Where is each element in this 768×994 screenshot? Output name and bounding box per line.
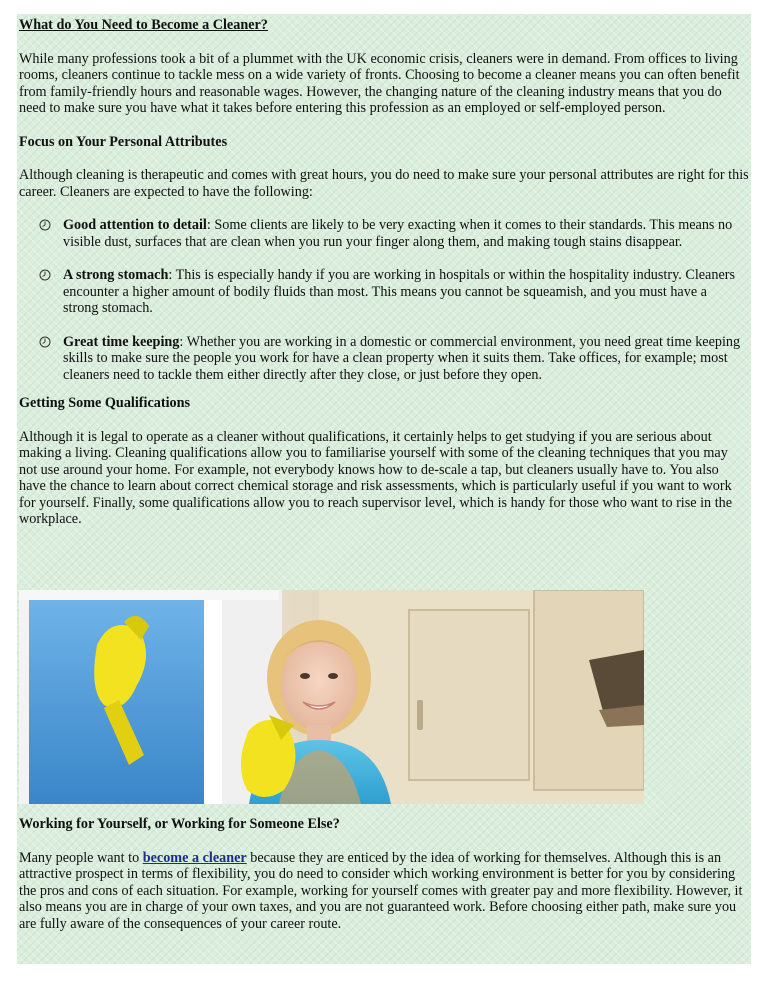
become-a-cleaner-link[interactable]: become a cleaner	[142, 849, 247, 866]
list-item-term: Good attention to detail	[63, 217, 207, 233]
list-item-text: : This is especially handy if you are working in hospitals or within the hospitality industry. Cleaners encounter a higher amount of bodily fluids than most. This means you cannot be squeamish, and you must have a strong stomach.	[63, 267, 735, 316]
working-paragraph	[19, 850, 749, 933]
section-heading-attributes: Focus on Your Personal Attributes	[19, 133, 228, 150]
list-item	[63, 267, 749, 317]
list-item-term: Great time keeping	[63, 333, 180, 350]
clock-icon	[39, 219, 51, 231]
cleaner-illustration	[19, 590, 644, 804]
working-section	[19, 816, 749, 932]
section-heading-qualifications: Getting Some Qualifications	[19, 395, 191, 411]
article-title: What do You Need to Become a Cleaner?	[19, 17, 268, 33]
working-text-after: because they are enticed by the idea of working for themselves. Although this is an attractive prospect in terms of flexibility, you do need to consider which working environment is better for you by considering the pros and cons of each situation. For example, working for yourself comes with greater pay and more flexibility. However, it also means you are in charge of your own taxes, and you are not guaranteed work. Before choosing either path, make sure you are fully aware of the consequences of your career route.	[19, 849, 743, 932]
list-item	[63, 217, 749, 250]
qualifications-paragraph: Although it is legal to operate as a cleaner without qualifications, it certainly helps to get studying if you are serious about making a living. Cleaning qualifications allow you to familiarise yourself with some of the cleaning techniques that you may not use around your home. For example, not everybody knows how to de-scale a tap, but cleaners usually have to. You also have the chance to learn about correct chemical storage and risk assessments, which is particularly useful if you want to work for yourself. Finally, some qualifications allow you to reach supervisor level, which is handy for those who want to rise in the workplace.	[19, 428, 733, 527]
working-text-before: Many people want to	[19, 849, 143, 866]
cleaner-photo	[19, 590, 644, 804]
intro-paragraph: While many professions took a bit of a plummet with the UK economic crisis, cleaners were in demand. From offices to living rooms, cleaners continue to tackle mess on a wide variety of fronts. Choosing to become a cleaner means you can often benefit from family-friendly hours and reasonable wages. However, the changing nature of the cleaning industry means that you do need to make sure you have what it takes before entering this profession as an employed or self-employed person.	[19, 50, 740, 116]
clock-icon	[39, 336, 51, 348]
list-item-text: : Some clients are likely to be very exacting when it comes to their standards. This means no visible dust, surfaces that are clean when you run your finger along them, and making tough stains disappear.	[63, 217, 733, 250]
attributes-paragraph: Although cleaning is therapeutic and comes with great hours, you do need to make sure your personal attributes are right for this career. Cleaners are expected to have the following:	[19, 167, 749, 200]
attributes-list	[19, 217, 749, 383]
list-item	[63, 334, 749, 384]
clock-icon	[39, 269, 51, 281]
document-page	[17, 14, 751, 964]
list-item-text: : Whether you are working in a domestic or commercial environment, you need great time keeping skills to make sure the people you work for have a clean property when it suits them. Take offices, for example; most cleaners need to tackle them either directly after they close, or just before they open.	[63, 333, 741, 383]
article-body	[19, 17, 749, 528]
list-item-term: A strong stomach	[63, 267, 169, 283]
section-heading-working: Working for Yourself, or Working for Someone Else?	[19, 816, 340, 832]
